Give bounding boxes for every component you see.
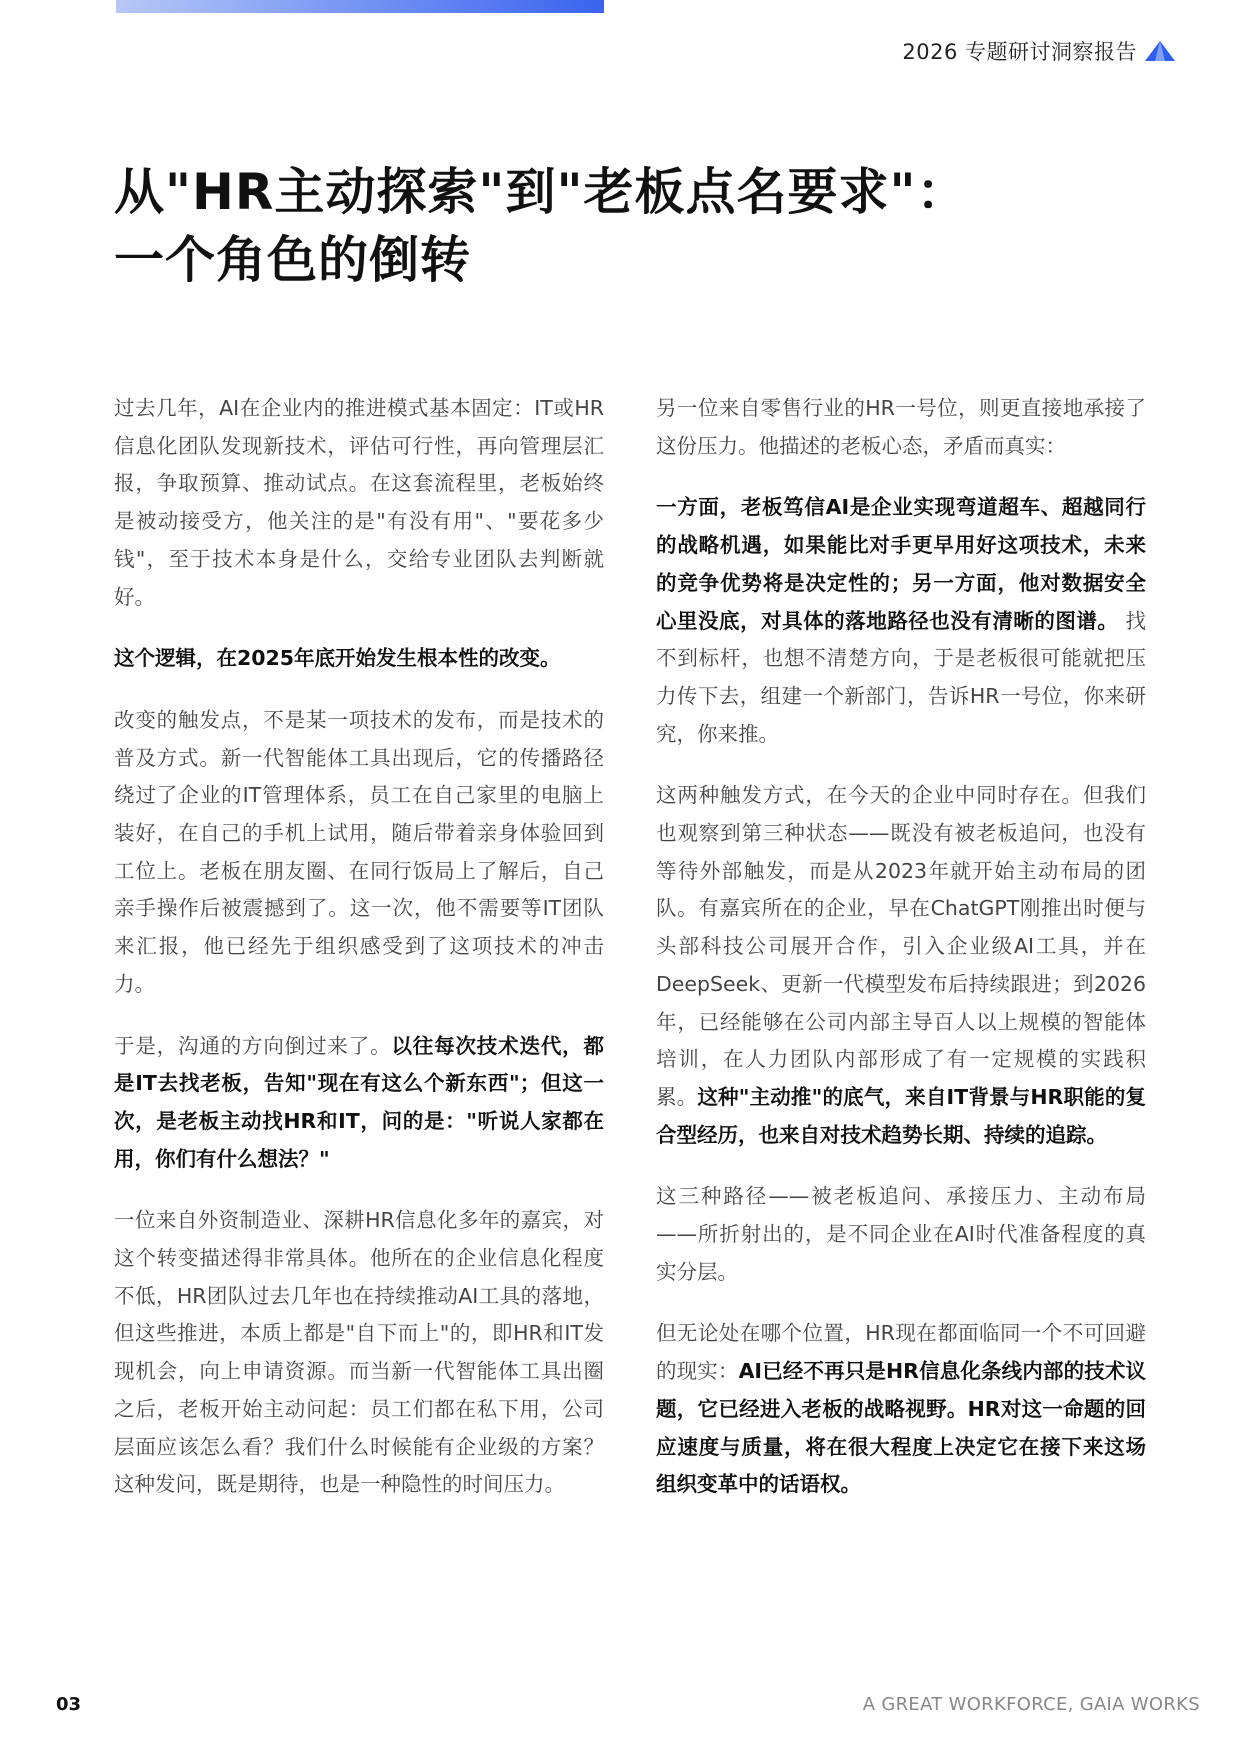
paragraph-mixed <box>656 777 1146 1154</box>
paragraph: 这三种路径——被老板追问、承接压力、主动布局——所折射出的，是不同企业在AI时代准备程度的真实分层。 <box>656 1184 1146 1284</box>
paragraph: 一位来自外资制造业、深耕HR信息化多年的嘉宾，对这个转变描述得非常具体。他所在的企业信息化程度不低，HR团队过去几年也在持续推动AI工具的落地，但这些推进，本质上都是"自下而上"的，即HR和IT发现机会，向上申请资源。而当新一代智能体工具出圈之后，老板开始主动问起：员工们都在私下用，公司层面应该怎么看？我们什么时候能有企业级的方案？这种发问，既是期待，也是一种隐性的时间压力。 <box>114 1208 604 1497</box>
left-column <box>114 390 604 1528</box>
paragraph-mixed <box>656 489 1146 753</box>
paragraph-text: 找不到标杆，也想不清楚方向，于是老板很可能就把压力传下去，组建一个新部门，告诉HR一号位，你来研究，你来推。 <box>656 608 1146 746</box>
page-headline <box>114 158 968 294</box>
top-accent-bar <box>116 0 604 13</box>
paragraph-text: 于是，沟通的方向倒过来了。 <box>114 1033 392 1058</box>
report-header <box>902 36 1177 66</box>
headline-line-2: 一个角色的倒转 <box>114 231 471 289</box>
bold-statement: AI已经不再只是HR信息化条线内部的技术议题，它已经进入老板的战略视野。HR对这一命题的回应速度与质量，将在很大程度上决定它在接下来这场组织变革中的话语权。 <box>656 1359 1147 1497</box>
paragraph-mixed <box>114 1028 604 1179</box>
paragraph-mixed <box>656 1315 1146 1504</box>
paragraph-text: 但无论处在哪个位置，HR现在都面临同一个不可回避的现实： <box>656 1321 1146 1384</box>
footer-tagline: A GREAT WORKFORCE, GAIA WORKS <box>862 1694 1200 1715</box>
paragraph-bold <box>114 640 604 678</box>
bold-statement: 这个逻辑，在2025年底开始发生根本性的改变。 <box>114 646 561 671</box>
mountain-logo-icon <box>1143 39 1177 63</box>
paragraph: 改变的触发点，不是某一项技术的发布，而是技术的普及方式。新一代智能体工具出现后，它的传播路径绕过了企业的IT管理体系，员工在自己家里的电脑上装好，在自己的手机上试用，随后带着亲身体验回到工位上。老板在朋友圈、在同行饭局上了解后，自己亲手操作后被震撼到了。这一次，他不需要等IT团队来汇报，他已经先于组织感受到了这项技术的冲击力。 <box>114 707 604 996</box>
right-column <box>656 390 1146 1528</box>
page-number: 03 <box>56 1694 82 1715</box>
bold-statement: 以往每次技术迭代，都是IT去找老板，告知"现在有这么个新东西"；但这一次，是老板主动找HR和IT，问的是："听说人家都在用，你们有什么想法？" <box>114 1033 605 1171</box>
bold-statement: 一方面，老板笃信AI是企业实现弯道超车、超越同行的战略机遇，如果能比对手更早用好这项技术，未来的竞争优势将是决定性的；另一方面，他对数据安全心里没底，对具体的落地路径也没有清晰的图谱。 <box>656 495 1146 633</box>
paragraph: 另一位来自零售行业的HR一号位，则更直接地承接了这份压力。他描述的老板心态，矛盾而真实： <box>656 396 1146 458</box>
report-title: 2026 专题研讨洞察报告 <box>902 40 1137 64</box>
paragraph-text: 这两种触发方式，在今天的企业中同时存在。但我们也观察到第三种状态——既没有被老板追问，也没有等待外部触发，而是从2023年就开始主动布局的团队。有嘉宾所在的企业，早在ChatGPT刚推出时便与头部科技公司展开合作，引入企业级AI工具，并在DeepSeek、更新一代模型发布后持续跟进；到2026年，已经能够在公司内部主导百人以上规模的智能体培训，在人力团队内部形成了有一定规模的实践积累。 <box>656 783 1146 1109</box>
bold-statement: 这种"主动推"的底气，来自IT背景与HR职能的复合型经历，也来自对技术趋势长期、持续的追踪。 <box>656 1084 1146 1147</box>
paragraph: 过去几年，AI在企业内的推进模式基本固定：IT或HR信息化团队发现新技术，评估可行性，再向管理层汇报，争取预算、推动试点。在这套流程里，老板始终是被动接受方，他关注的是"有没有用"、"要花多少钱"，至于技术本身是什么，交给专业团队去判断就好。 <box>114 396 604 609</box>
headline-line-1: 从"HR主动探索"到"老板点名要求"： <box>114 163 968 221</box>
